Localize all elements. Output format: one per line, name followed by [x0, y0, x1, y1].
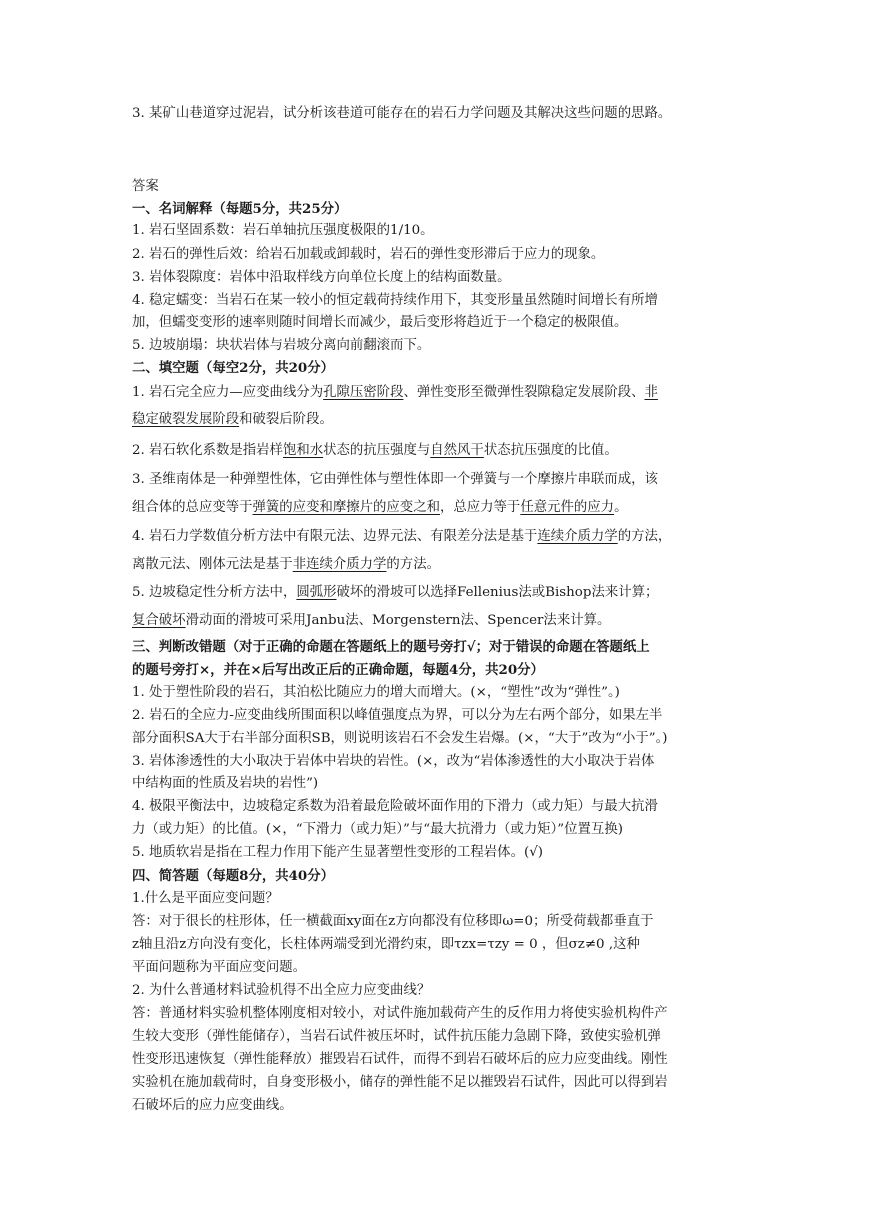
- fill-blank-item-3-line1: 3. 圣维南体是一种弹塑性体，它由弹性体与塑性体即一个弹簧与一个摩擦片串联而成，该: [132, 472, 658, 487]
- fill-blank-item-4-line1: 4. 岩石力学数值分析方法中有限元法、边界元法、有限差分法是基于连续介质力学的方法，: [132, 529, 672, 544]
- judgement-item: 3. 岩体渗透性的大小取决于岩体中岩块的岩性。(×，改为“岩体渗透性的大小取决于岩体: [132, 754, 655, 769]
- judgement-item: 1. 处于塑性阶段的岩石，其泊松比随应力的增大而增大。(×，“塑性”改为“弹性”。): [132, 685, 620, 700]
- short-answer-question: 1.什么是平面应变问题？: [132, 891, 279, 906]
- judgement-item-continued: 中结构面的性质及岩块的岩性”): [132, 776, 319, 791]
- blank-answer: 饱和水: [282, 443, 324, 458]
- fill-blank-item-3-line2: 组合体的总应变等于弹簧的应变和摩擦片的应变之和，总应力等于任意元件的应力。: [132, 500, 628, 515]
- blank-answer: 非连续介质力学: [292, 557, 387, 572]
- judgement-item-continued: 力（或力矩）的比值。(×，“下滑力（或力矩）”与“最大抗滑力（或力矩）”位置互换): [132, 822, 623, 837]
- short-answer-text: 性变形迅速恢复（弹性能释放）摧毁岩石试件，而得不到岩石破坏后的应力应变曲线。刚性: [132, 1052, 668, 1067]
- short-answer-question: 2. 为什么普通材料试验机得不出全应力应变曲线？: [132, 983, 431, 998]
- fill-blank-item-1-line2: 稳定破裂发展阶段和破裂后阶段。: [132, 412, 333, 427]
- definition-item: 1. 岩石坚固系数：岩石单轴抗压强度极限的1/10。: [132, 223, 434, 238]
- short-answer-text: 答：普通材料实验机整体刚度相对较小，对试件施加载荷产生的反作用力将使实验机构件产: [132, 1006, 668, 1021]
- blank-answer: 连续介质力学: [537, 529, 618, 544]
- blank-answer: 自然风干: [430, 443, 484, 458]
- section-2-heading: 二、填空题（每空2分，共20分）: [132, 360, 335, 376]
- blank-answer: 稳定破裂发展阶段: [132, 412, 240, 427]
- judgement-item: 5. 地质软岩是指在工程力作用下能产生显著塑性变形的工程岩体。(√): [132, 845, 543, 860]
- fill-blank-item-5-line2: 复合破坏滑动面的滑坡可采用Janbu法、Morgenstern法、Spencer法来计算。: [132, 613, 611, 628]
- judgement-item: 4. 极限平衡法中，边坡稳定系数为沿着最危险破坏面作用的下滑力（或力矩）与最大抗滑: [132, 799, 658, 814]
- definition-item: 2. 岩石的弹性后效：给岩石加载或卸载时，岩石的弹性变形滞后于应力的现象。: [132, 247, 605, 262]
- definition-item: 4. 稳定蠕变：当岩石在某一较小的恒定载荷持续作用下，其变形量虽然随时间增长有所增: [132, 293, 658, 308]
- blank-answer: 复合破坏: [132, 613, 186, 628]
- short-answer-text: 答：对于很长的柱形体，任一横截面xy面在z方向都没有位移即ω=0；所受荷载都垂直于: [132, 914, 654, 929]
- blank-answer: 孔隙压密阶段: [323, 385, 404, 400]
- fill-blank-item-4-line2: 离散元法、刚体元法是基于非连续介质力学的方法。: [132, 557, 440, 572]
- question-3: 3. 某矿山巷道穿过泥岩，试分析该巷道可能存在的岩石力学问题及其解决这些问题的思路。: [132, 106, 672, 121]
- short-answer-text: 平面问题称为平面应变问题。: [132, 960, 307, 975]
- section-3-heading-line2: 的题号旁打×，并在×后写出改正后的正确命题，每题4分，共20分）: [132, 662, 544, 678]
- fill-blank-item-1-line1: 1. 岩石完全应力—应变曲线分为孔隙压密阶段、弹性变形至微弹性裂隙稳定发展阶段、非: [132, 385, 658, 400]
- fill-blank-item-5-line1: 5. 边坡稳定性分析方法中，圆弧形破坏的滑坡可以选择Fellenius法或Bishop法来计算；: [132, 585, 659, 600]
- answer-label: 答案: [132, 179, 159, 194]
- fill-blank-item-2: 2. 岩石软化系数是指岩样饱和水状态的抗压强度与自然风干状态抗压强度的比值。: [132, 443, 618, 458]
- short-answer-text: 石破坏后的应力应变曲线。: [132, 1098, 293, 1113]
- blank-answer: 圆弧形: [296, 585, 337, 600]
- definition-item: 3. 岩体裂隙度：岩体中沿取样线方向单位长度上的结构面数量。: [132, 270, 511, 285]
- section-3-heading-line1: 三、判断改错题（对于正确的命题在答题纸上的题号旁打√；对于错误的命题在答题纸上: [132, 639, 650, 655]
- short-answer-text: 实验机在施加载荷时，自身变形极小，储存的弹性能不足以摧毁岩石试件，因此可以得到岩: [132, 1075, 668, 1090]
- definition-item: 5. 边坡崩塌：块状岩体与岩坡分离向前翻滚而下。: [132, 338, 431, 353]
- short-answer-text: 生较大变形（弹性能储存），当岩石试件被压坏时，试件抗压能力急剧下降，致使实验机弹: [132, 1029, 661, 1044]
- blank-answer: 非: [644, 385, 658, 400]
- judgement-item: 2. 岩石的全应力-应变曲线所围面积以峰值强度点为界，可以分为左右两个部分，如果左半: [132, 708, 663, 723]
- judgement-item-continued: 部分面积SA大于右半部分面积SB，则说明该岩石不会发生岩爆。(×，“大于”改为“小于”。): [132, 731, 668, 746]
- section-4-heading: 四、简答题（每题8分，共40分）: [132, 868, 335, 884]
- short-answer-text: z轴且沿z方向没有变化，长柱体两端受到光滑约束，即τzx=τzy = 0 ，但σz≠0 ,这种: [132, 937, 640, 952]
- blank-answer: 任意元件的应力: [520, 500, 615, 515]
- section-1-heading: 一、名词解释（每题5分，共25分）: [132, 201, 348, 217]
- blank-answer: 弹簧的应变和摩擦片的应变之和: [252, 500, 440, 515]
- definition-item-continued: 加，但蠕变变形的速率则随时间增长而减少，最后变形将趋近于一个稳定的极限值。: [132, 315, 628, 330]
